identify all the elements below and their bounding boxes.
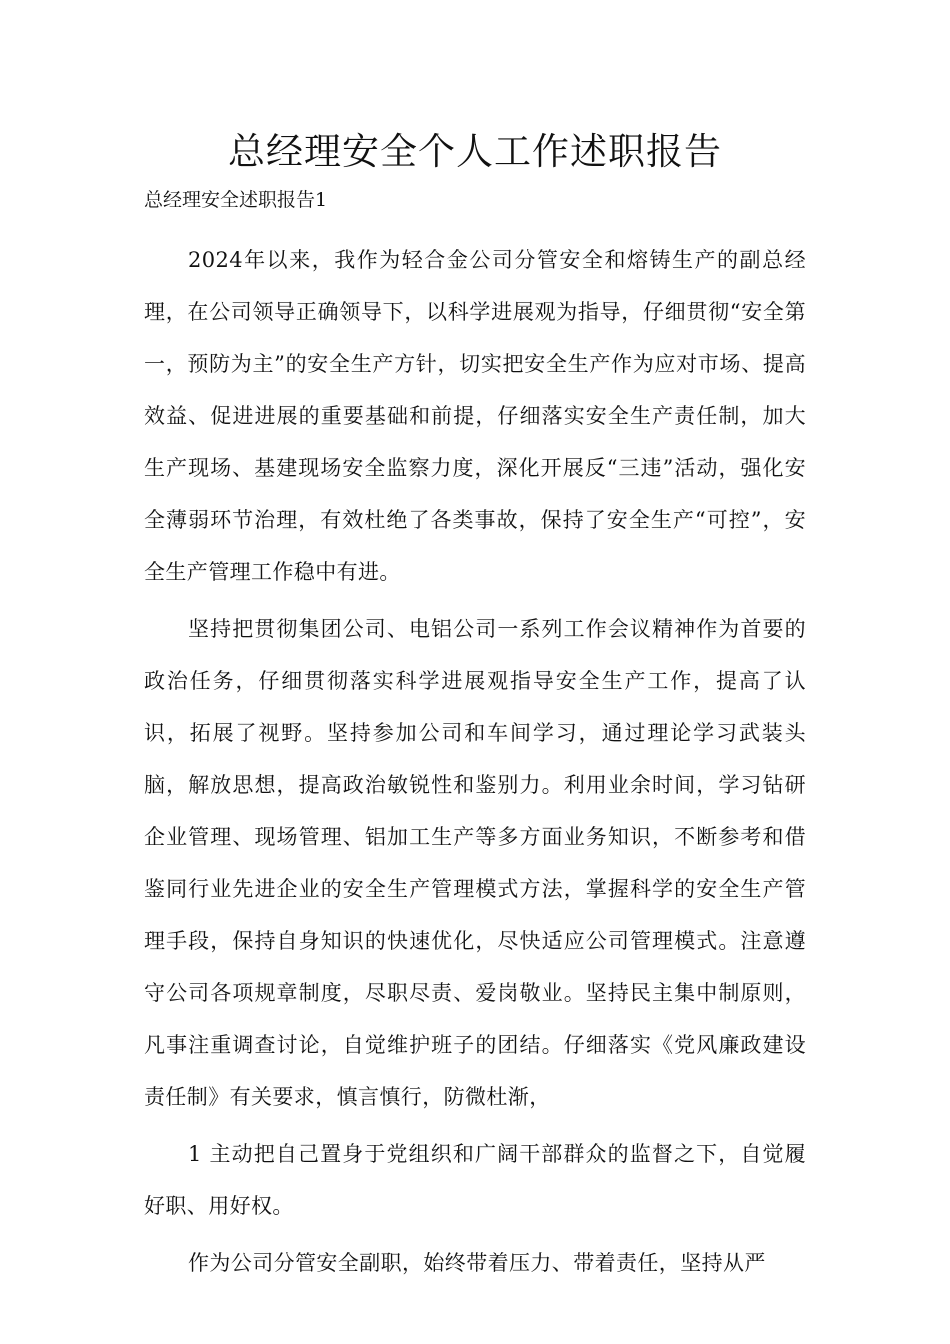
paragraph-2: 坚持把贯彻集团公司、电铝公司一系列工作会议精神作为首要的政治任务，仔细贯彻落实科学进展观指导安全生产工作，提高了认识，拓展了视野。坚持参加公司和车间学习，通过理论学习武装头脑，解放思想，提高政治敏锐性和鉴别力。利用业余时间，学习钻研企业管理、现场管理、铝加工生产等多方面业务知识，不断参考和借鉴同行业先进企业的安全生产管理模式方法，掌握科学的安全生产管理手段，保持自身知识的快速优化，尽快适应公司管理模式。注意遵守公司各项规章制度，尽职尽责、爱岗敬业。坚持民主集中制原则，凡事注重调查讨论，自觉维护班子的团结。仔细落实《党风廉政建设责任制》有关要求，慎言慎行，防微杜渐， — [144, 617, 806, 1109]
document-title: 总经理安全个人工作述职报告 — [228, 130, 722, 173]
document-body — [144, 234, 806, 1294]
paragraph-4: 作为公司分管安全副职，始终带着压力、带着责任，坚持从严 — [188, 1251, 766, 1275]
paragraph-3: 1 主动把自己置身于党组织和广阔干部群众的监督之下，自觉履好职、用好权。 — [144, 1142, 806, 1218]
paragraph-1: 2024年以来，我作为轻合金公司分管安全和熔铸生产的副总经理，在公司领导正确领导下，以科学进展观为指导，仔细贯彻“安全第一，预防为主”的安全生产方针，切实把安全生产作为应对市场、提高效益、促进进展的重要基础和前提，仔细落实安全生产责任制，加大生产现场、基建现场安全监察力度，深化开展反“三违”活动，强化安全薄弱环节治理，有效杜绝了各类事故，保持了安全生产“可控”，安全生产管理工作稳中有进。 — [144, 248, 806, 584]
document-subtitle: 总经理安全述职报告1 — [144, 189, 328, 211]
